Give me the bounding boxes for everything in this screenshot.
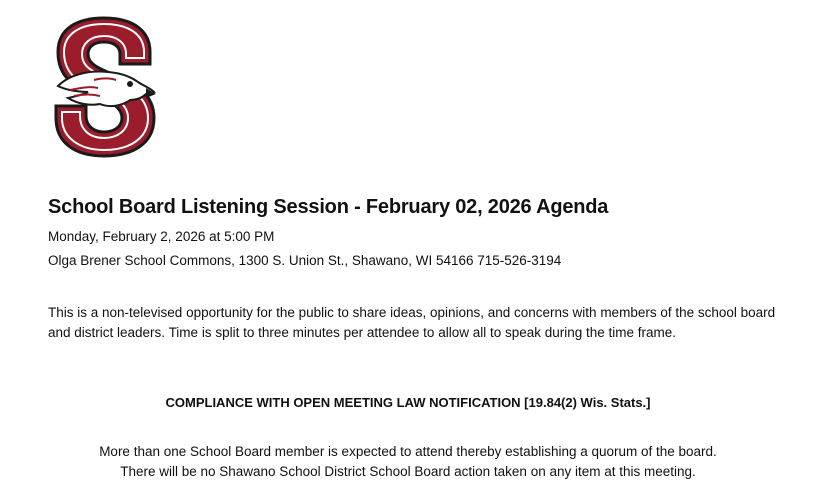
quorum-notice-line-1: More than one School Board member is expected to attend thereby establishing a quorum of the board. xyxy=(99,444,717,459)
quorum-notice-line-2: There will be no Shawano School District School Board action taken on any item at this meeting. xyxy=(120,464,696,479)
school-logo xyxy=(50,14,160,159)
meeting-date-time: Monday, February 2, 2026 at 5:00 PM xyxy=(48,229,275,244)
session-description: This is a non-televised opportunity for the public to share ideas, opinions, and concerns with members of the school board and district leaders. Time is split to three minutes per attendee to allow all to speak during the time frame. xyxy=(48,305,776,340)
hawk-s-logo-icon xyxy=(50,14,160,159)
agenda-title: School Board Listening Session - February 02, 2026 Agenda xyxy=(48,196,609,218)
compliance-heading: COMPLIANCE WITH OPEN MEETING LAW NOTIFICATION [19.84(2) Wis. Stats.] xyxy=(165,395,651,410)
meeting-location: Olga Brener School Commons, 1300 S. Union St., Shawano, WI 54166 715-526-3194 xyxy=(48,253,562,268)
